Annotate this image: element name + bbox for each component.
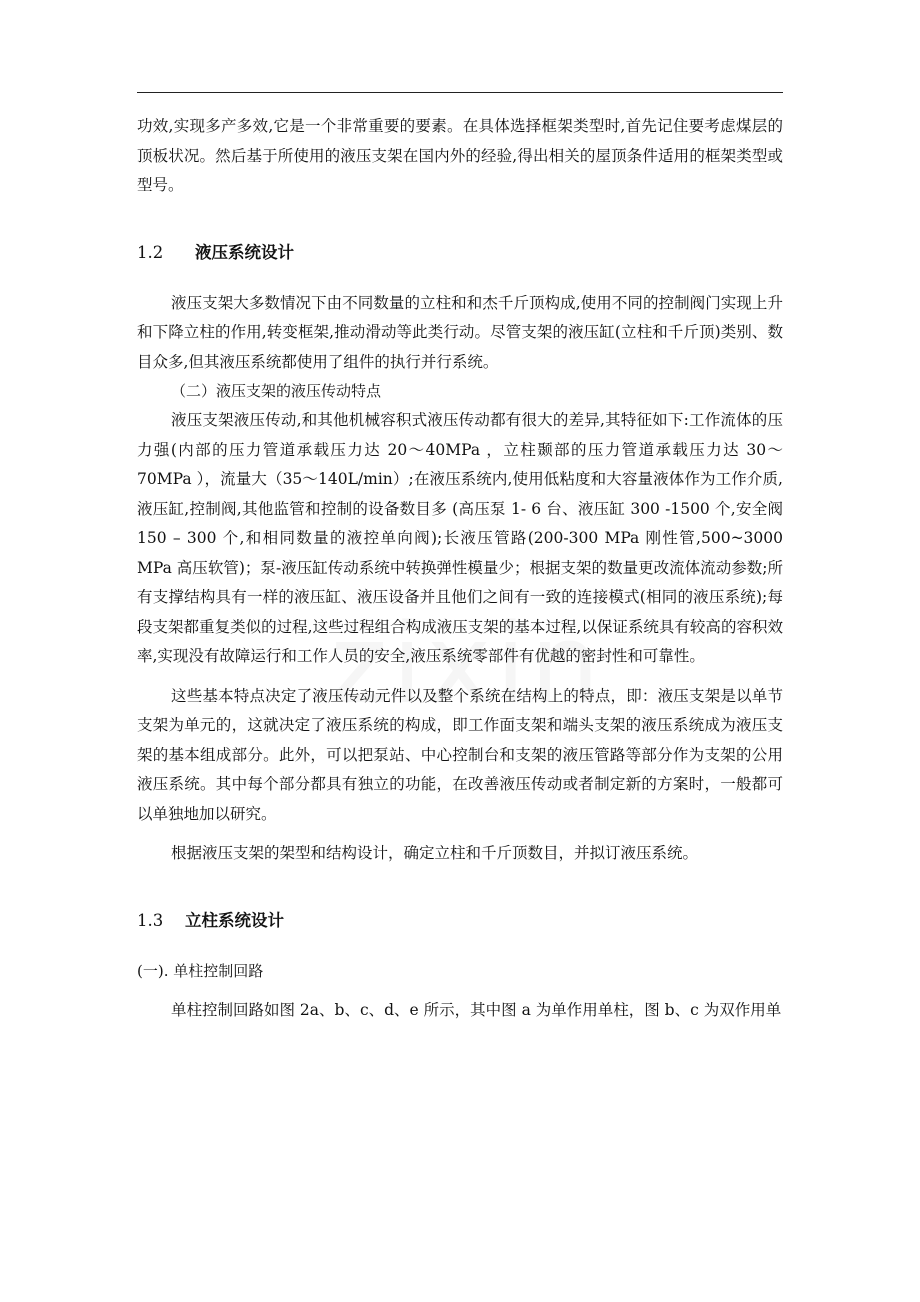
header-rule: [137, 92, 783, 93]
subheading-hydraulic-characteristics: （二）液压支架的液压传动特点: [171, 382, 382, 400]
intro-paragraph: 功效,实现多产多效,它是一个非常重要的要素。在具体选择框架类型时,首先记住要考虑煤层的顶板状况。然后基于所使用的液压支架在国内外的经验,得出相关的屋顶条件适用的框架类型或型号。: [137, 117, 783, 194]
paragraph-4: 根据液压支架的架型和结构设计，确定立柱和千斤顶数目，并拟订液压系统。: [171, 844, 699, 862]
section-number: 1.2: [137, 242, 164, 262]
section-title: 液压系统设计: [195, 242, 294, 262]
document-body: [137, 112, 783, 1025]
section-heading-1-3: [137, 907, 783, 931]
paragraph-3: 这些基本特点决定了液压传动元件以及整个系统在结构上的特点，即：液压支架是以单节支架为单元的，这就决定了液压系统的构成，即工作面支架和端头支架的液压系统成为液压支架的基本组成部分。此外，可以把泵站、中心控制台和支架的液压管路等部分作为支架的公用液压系统。其中每个部分都具有独立的功能，在改善液压传动或者制定新的方案时，一般都可以单独地加以研究。: [137, 686, 783, 823]
paragraph-2: 液压支架液压传动,和其他机械容积式液压传动都有很大的差异,其特征如下:工作流体的压力强(内部的压力管道承载压力达 20～40MPa ，立柱颞部的压力管道承载压力达 30～70MPa ），流量大（35～140L/min）;在液压系统内,使用低粘度和大容量液体作为工作介质,液压缸,控制阀,其他监管和控制的设备数目多 (高压泵 1- 6 台、液压缸 300 -1500 个,安全阀 150 – 300 个,和相同数量的液控单向阀);长液压管路(200-300 MPa 刚性管,500~3000 MPa 高压软管)；泵-液压缸传动系统中转换弹性模量少；根据支架的数量更改流体流动参数;所有支撑结构具有一样的液压缸、液压设备并且他们之间有一致的连接模式(相同的液压系统);每段支架都重复类似的过程,这些过程组合构成液压支架的基本过程,以保证系统具有较高的容积效率,实现没有故障运行和工作人员的安全,液压系统零部件有优越的密封性和可靠性。: [137, 411, 783, 665]
paragraph-5: 单柱控制回路如图 2a、b、c、d、e 所示，其中图 a 为单作用单柱，图 b、c 为双作用单: [171, 1000, 782, 1019]
section-number: 1.3: [137, 910, 164, 930]
section-title: 立柱系统设计: [185, 910, 284, 930]
paragraph-1: 液压支架大多数情况下由不同数量的立柱和和杰千斤顶构成,使用不同的控制阀门实现上升和下降立柱的作用,转变框架,推动滑动等此类行动。尽管支架的液压缸(立柱和千斤顶)类别、数目众多,但其液压系统都使用了组件的执行并行系统。: [137, 293, 783, 371]
section-heading-1-2: [137, 239, 783, 263]
subheading-single-column-circuit: (一). 单柱控制回路: [137, 961, 264, 980]
